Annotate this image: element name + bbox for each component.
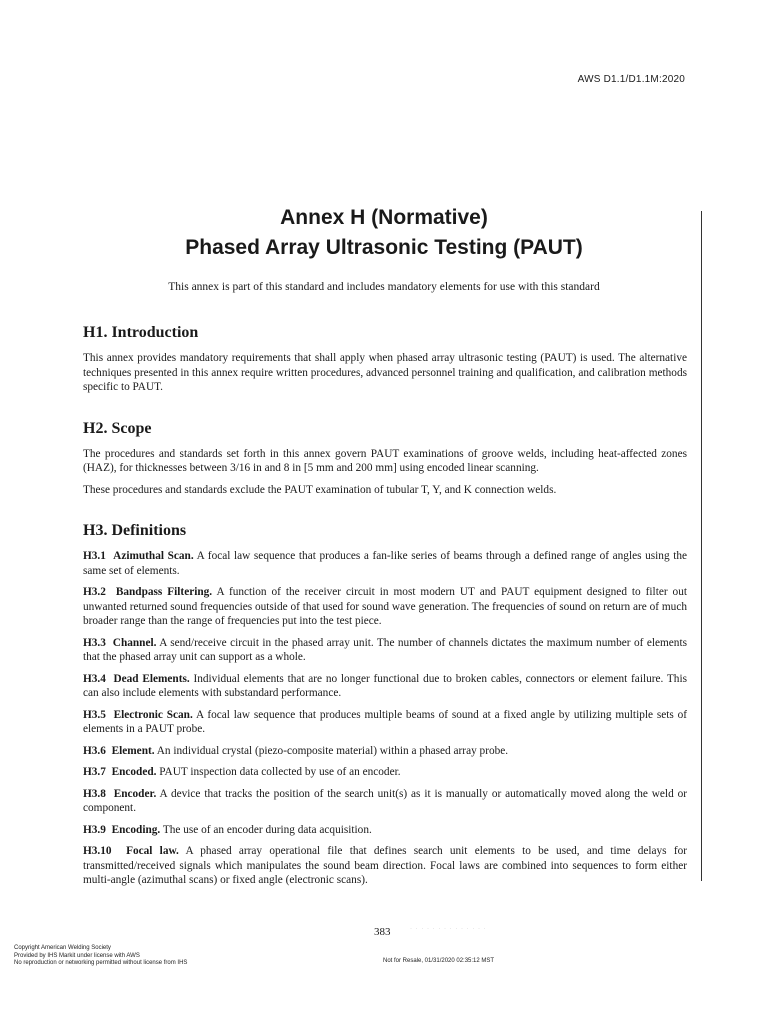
section-definitions — [83, 521, 687, 888]
definition-item — [83, 708, 687, 737]
definition-term: Focal law. — [126, 845, 179, 857]
definition-item — [83, 636, 687, 665]
definition-item — [83, 823, 687, 838]
faint-watermark: · · · · · · · · · · · · · · — [410, 926, 487, 932]
annex-heading — [84, 203, 684, 263]
definition-number: H3.2 — [83, 586, 106, 598]
definition-number: H3.8 — [83, 787, 106, 800]
definition-number: H3.6 — [83, 744, 106, 757]
definition-text: A phased array operational file that defines search unit elements to be used, and time delays for transmitted/received signals which manipulates the sound beam direction. Focal laws are combined into sequences to form either multi-angle (azimuthal scans) or fixed angle (electronic scans). — [83, 845, 688, 886]
definition-term: Encoder. — [113, 787, 157, 800]
definition-text: A focal law sequence that produces multiple beams of sound at a fixed angle by utilizing multiple sets of elements in a PAUT probe. — [83, 708, 688, 735]
definition-term: Electronic Scan. — [113, 708, 193, 721]
paragraph: This annex provides mandatory requirements that shall apply when phased array ultrasonic testing (PAUT) is used. The alternative techniques presented in this annex require written procedures, advanced personnel training and qualification, and calibration methods specific to PAUT. — [83, 352, 687, 393]
definition-item — [83, 765, 687, 780]
resale-note: Not for Resale, 01/31/2020 02:35:12 MST — [383, 958, 495, 964]
definition-term: Azimuthal Scan. — [113, 550, 194, 562]
definition-text: An individual crystal (piezo-composite material) within a phased array probe. — [156, 744, 509, 757]
definition-number: H3.9 — [83, 823, 106, 836]
definition-number: H3.7 — [83, 766, 106, 778]
definition-text: A function of the receiver circuit in most modern UT and PAUT equipment designed to filter out unwanted returned sound frequencies outside of that used for sound wave generation. The frequencies of sound on return are of much broader range than the range of frequencies put into the test piece. — [83, 586, 687, 627]
paragraph: These procedures and standards exclude the PAUT examination of tubular T, Y, and K connection welds. — [83, 483, 557, 496]
section-heading: H2. Scope — [83, 419, 152, 437]
definition-number: H3.3 — [83, 636, 106, 649]
definition-item — [83, 585, 687, 629]
definition-text: Individual elements that are no longer functional due to broken cables, connectors or element failure. This can also include elements with substandard performance. — [83, 672, 687, 699]
section-heading: H1. Introduction — [83, 324, 199, 341]
section-introduction — [83, 323, 687, 395]
document-body — [83, 323, 687, 895]
definition-item — [83, 672, 687, 701]
definition-item — [83, 787, 687, 816]
definition-number: H3.10 — [83, 845, 112, 857]
definition-term: Encoded. — [111, 766, 157, 778]
copyright-line: No reproduction or networking permitted without license from IHS — [14, 960, 188, 966]
definition-number: H3.4 — [83, 672, 106, 685]
definition-term: Dead Elements. — [113, 672, 190, 685]
standard-identifier: AWS D1.1/D1.1M:2020 — [577, 74, 685, 85]
definition-text: PAUT inspection data collected by use of an encoder. — [159, 766, 401, 778]
change-bar — [701, 211, 702, 881]
definition-number: H3.5 — [83, 708, 106, 721]
annex-title: Annex H (Normative) — [280, 206, 488, 229]
definition-term: Encoding. — [111, 823, 161, 836]
definition-text: A send/receive circuit in the phased array unit. The number of channels dictates the maximum number of elements that the phased array unit can support as a whole. — [83, 636, 687, 663]
copyright-notice — [14, 945, 187, 968]
definition-term: Element. — [111, 744, 155, 757]
definition-item — [83, 549, 687, 578]
definition-item — [83, 744, 687, 759]
section-scope — [83, 419, 687, 498]
definition-term: Bandpass Filtering. — [115, 586, 213, 598]
definition-text: A device that tracks the position of the search unit(s) as it is manually or automatically moved along the weld or component. — [83, 787, 688, 814]
definition-text: The use of an encoder during data acquisition. — [162, 823, 372, 836]
section-heading: H3. Definitions — [83, 522, 187, 539]
annex-subtitle: Phased Array Ultrasonic Testing (PAUT) — [185, 236, 583, 259]
annex-note: This annex is part of this standard and includes mandatory elements for use with this standard — [168, 281, 600, 293]
definition-number: H3.1 — [83, 550, 106, 562]
definition-term: Channel. — [112, 636, 157, 649]
definition-text: A focal law sequence that produces a fan-like series of beams through a defined range of angles using the same set of elements. — [83, 550, 687, 577]
page-number: 383 — [374, 926, 391, 938]
copyright-line: Provided by IHS Markit under license with AWS — [14, 952, 140, 959]
definition-item — [83, 844, 687, 888]
paragraph: The procedures and standards set forth in this annex govern PAUT examinations of groove welds, including heat-affected zones (HAZ), for thicknesses between 3/16 in and 8 in [5 mm and 200 mm] using encoded linear scanning. — [83, 447, 687, 474]
copyright-line: Copyright American Welding Society — [14, 945, 111, 951]
